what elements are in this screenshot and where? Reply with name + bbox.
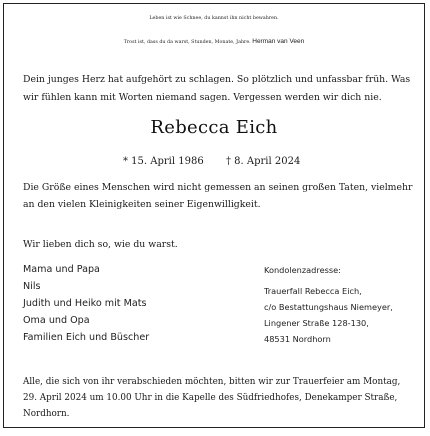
intro-line-1: Dein junges Herz hat aufgehört zu schlagen. So plötzlich und unfassbar früh. Was — [23, 74, 411, 85]
condolence-line-4: 48531 Nordhorn — [264, 334, 331, 344]
mourner-1: Mama und Papa — [23, 264, 100, 275]
mourner-2: Nils — [23, 281, 41, 292]
poem-line-2-text: Trost ist, dass du da warst, Stunden, Monate, Jahre. — [123, 40, 251, 45]
mourner-5: Familien Eich und Büscher — [23, 332, 150, 343]
poem-author: Herman van Veen — [252, 38, 305, 45]
quote-line-2: an den vielen Kleinigkeiten seiner Eigenwilligkeit. — [23, 199, 261, 210]
condolence-line-2: c/o Bestattungshaus Niemeyer, — [264, 302, 393, 312]
condolence-line-1: Trauerfall Rebecca Eich, — [264, 286, 362, 296]
mourner-3: Judith und Heiko mit Mats — [23, 298, 147, 309]
love-line: Wir lieben dich so, wie du warst. — [23, 239, 178, 250]
death-date: † 8. April 2024 — [226, 156, 301, 167]
intro-line-2: wir fühlen kann mit Worten niemand sagen. Vergessen werden wir dich nie. — [23, 92, 382, 103]
deceased-name: Rebecca Eich — [150, 117, 278, 138]
farewell-line-2: 29. April 2024 um 10.00 Uhr in die Kapelle des Südfriedhofes, Denekamper Straße, — [23, 393, 398, 403]
condolence-line-3: Lingener Straße 128-130, — [264, 318, 369, 328]
farewell-line-1: Alle, die sich von ihr verabschieden möchten, bitten wir zur Trauerfeier am Montag, — [23, 377, 401, 387]
farewell-line-3: Nordhorn. — [23, 409, 70, 419]
quote-line-1: Die Größe eines Menschen wird nicht gemessen an seinen großen Taten, vielmehr — [23, 182, 413, 193]
mourner-4: Oma und Opa — [23, 315, 90, 326]
birth-date: * 15. April 1986 — [123, 156, 204, 167]
obituary-card — [3, 3, 425, 428]
poem-line-1: Leben ist wie Schnee, du kannst ihn nicht bewahren. — [149, 16, 279, 21]
condolence-heading: Kondolenzadresse: — [264, 265, 341, 275]
poem-line-2 — [4, 38, 424, 45]
